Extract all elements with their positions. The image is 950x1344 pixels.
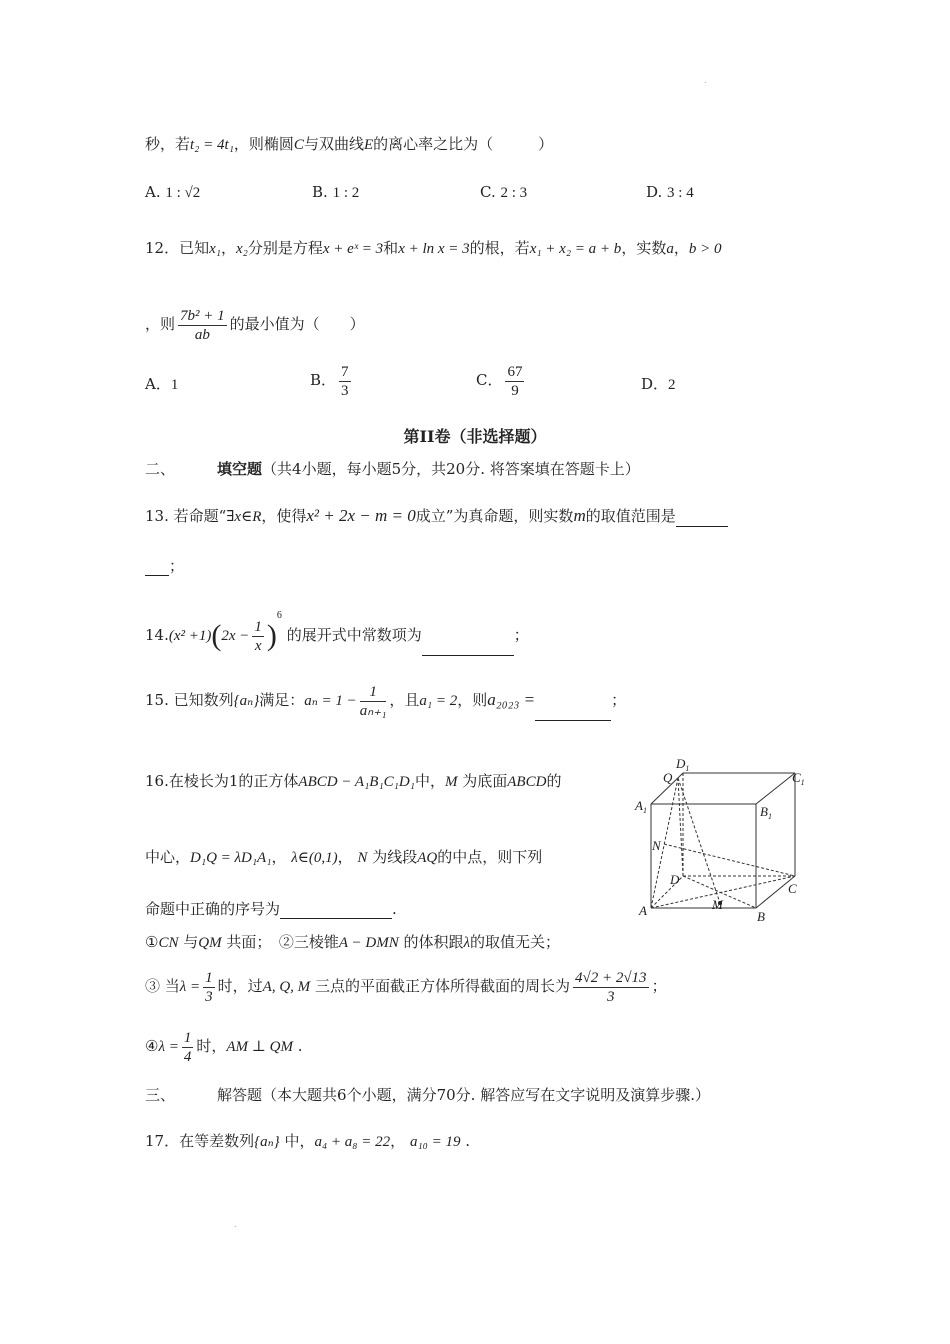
q11-time-relation: t₂ = 4t₁	[190, 137, 234, 153]
q15-stem: 15. 已知数列{aₙ}满足：aₙ = 1 − $\frac{1}{\text{aₙ₊₁}}$ ，且a₁ = 2，则a₂₀₂₃ = ；	[145, 680, 626, 721]
q16-statement-4: ④λ = $\frac{1}{4}$ 时，AM ⊥ QM .	[145, 1029, 303, 1065]
label-d: D	[670, 872, 680, 887]
page-speck: .	[704, 76, 707, 85]
label-a: A	[639, 903, 647, 918]
q12-option-c: C． $\frac{67}{9}$	[476, 363, 523, 399]
label-m: M	[712, 897, 723, 912]
label-b1: $B_1$	[760, 804, 772, 821]
q11-option-c: C. 2 : 3	[480, 183, 528, 201]
part2-title: 第II卷（非选择题）	[403, 427, 547, 446]
label-c: C	[788, 881, 797, 896]
label-a1: $A_1$	[635, 798, 647, 815]
q11-option-a: A. 1 : √2	[145, 183, 201, 201]
label-n: N	[652, 838, 661, 853]
q12-option-d: D．2	[641, 375, 676, 393]
page-speck: .	[234, 1220, 237, 1229]
q16-line1: 16.在棱长为1的正方体ABCD − A₁B₁C₁D₁中，M 为底面ABCD的	[145, 772, 562, 790]
q16-line2: 中心，D₁Q = λD₁A₁， λ∈(0,1)， N 为线段AQ的中点，则下列	[145, 848, 543, 866]
q16-statements-1-2: ①CN 与QM 共面； ②三棱锥A − DMN 的体积跟λ的取值无关；	[145, 933, 561, 951]
q13-stem: 13. 若命题“∃x∈R，使得x² + 2x − m = 0成立”为真命题，则实数m的取值范围是	[145, 506, 728, 527]
q12-stem-line2: ，则 $\frac{\text{7b² + 1}}{ab}$ 的最小值为（ ）	[145, 307, 365, 343]
q14-stem: 14.(x² +1)(2x − $\frac{1}{x}$ )$^6$ 的展开式中常数项为 ；	[145, 596, 529, 656]
label-c1: $C_1$	[792, 770, 805, 787]
q16-line3: 命题中正确的序号为 .	[145, 900, 397, 918]
label-b: B	[757, 909, 765, 924]
label-q: Q	[663, 770, 673, 785]
q13-stem-end: ；	[145, 556, 184, 576]
q12-stem: 12．已知x₁，x₂分别是方程x + eˣ = 3和x + ln x = 3的根，若x₁ + x₂ = a + b，实数a，b > 0	[145, 239, 722, 257]
label-d1: $D_1$	[676, 756, 690, 773]
q11-option-d: D. 3 : 4	[646, 183, 694, 201]
q12-option-a: A．1	[145, 375, 179, 393]
solve-section-header: 三、 解答题（本大题共6个小题，满分70分. 解答应写在文字说明及演算步骤.）	[145, 1086, 710, 1104]
fill-section-header: 二、 填空题（共4小题，每小题5分，共20分. 将答案填在答题卡上）	[145, 460, 640, 478]
q11-option-b: B. 1 : 2	[312, 183, 360, 201]
q12-option-b: B． $\frac{7}{3}$	[310, 363, 349, 399]
q11-stem: 秒，若t₂ = 4t₁，则椭圆C与双曲线E的离心率之比为（ ）	[145, 135, 554, 153]
cube-figure	[630, 752, 820, 924]
q16-statement-3: ③ 当λ = $\frac{1}{3}$ 时，过A, Q, M 三点的平面截正方体所得截面的周长为 $\frac{4√2 + 2√13}{3}$ ；	[145, 969, 667, 1005]
q12-fraction: $\frac{\text{7b² + 1}}{ab}$	[180, 307, 225, 343]
q17-stem: 17．在等差数列{aₙ} 中，a₄ + a₈ = 22， a₁₀ = 19 .	[145, 1132, 471, 1150]
